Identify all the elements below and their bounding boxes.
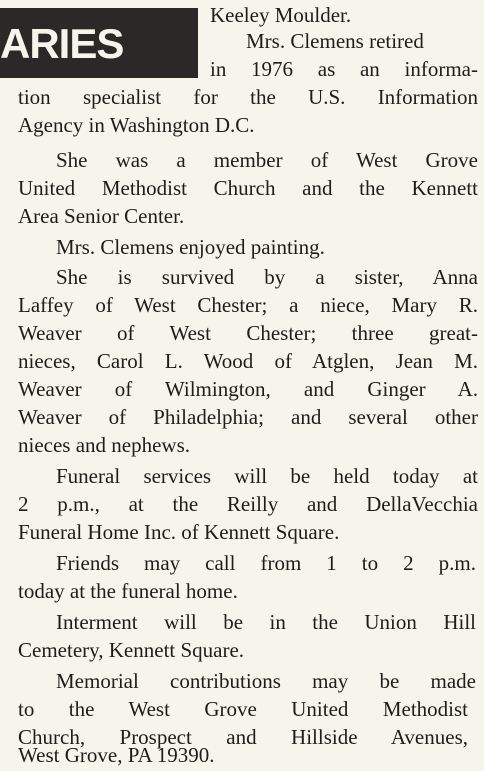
- text-line: tion specialist for the U.S. Information: [18, 85, 478, 109]
- section-banner-text: ARIES: [0, 20, 124, 67]
- text-line: She is survived by a sister, Anna: [56, 265, 478, 289]
- text-line: Agency in Washington D.C.: [18, 113, 255, 137]
- text-line: Funeral Home Inc. of Kennett Square.: [18, 520, 340, 544]
- text-line: Weaver of Wilmington, and Ginger A.: [18, 377, 478, 401]
- text-line: Funeral services will be held today at: [56, 464, 478, 488]
- text-line: She was a member of West Grove: [56, 148, 478, 172]
- text-line: Church, Prospect and Hillside Avenues,: [18, 725, 468, 749]
- text-line: Memorial contributions may be made: [56, 669, 476, 693]
- text-line: Weaver of West Chester; three great-: [18, 321, 478, 345]
- text-line: Mrs. Clemens enjoyed painting.: [56, 235, 325, 259]
- text-line: in 1976 as an informa-: [210, 57, 478, 81]
- text-line: nieces and nephews.: [18, 433, 191, 457]
- text-line: Interment will be in the Union Hill: [56, 610, 476, 634]
- text-line: today at the funeral home.: [18, 579, 238, 603]
- text-line: Friends may call from 1 to 2 p.m.: [56, 551, 476, 575]
- text-line: 2 p.m., at the Reilly and DellaVecchia: [18, 492, 478, 516]
- text-line: West Grove, PA 19390.: [18, 743, 215, 767]
- text-line: United Methodist Church and the Kennett: [18, 176, 478, 200]
- section-banner: [0, 8, 198, 78]
- text-line: Mrs. Clemens retired: [246, 29, 424, 53]
- text-line: Area Senior Center.: [18, 204, 185, 228]
- text-line: Laffey of West Chester; a niece, Mary R.: [18, 293, 478, 317]
- text-line: Cemetery, Kennett Square.: [18, 638, 245, 662]
- text-line: Weaver of Philadelphia; and several other: [18, 405, 478, 429]
- text-line: to the West Grove United Methodist: [18, 697, 468, 721]
- text-line: nieces, Carol L. Wood of Atglen, Jean M.: [18, 349, 478, 373]
- text-line: Keeley Moulder.: [210, 3, 352, 27]
